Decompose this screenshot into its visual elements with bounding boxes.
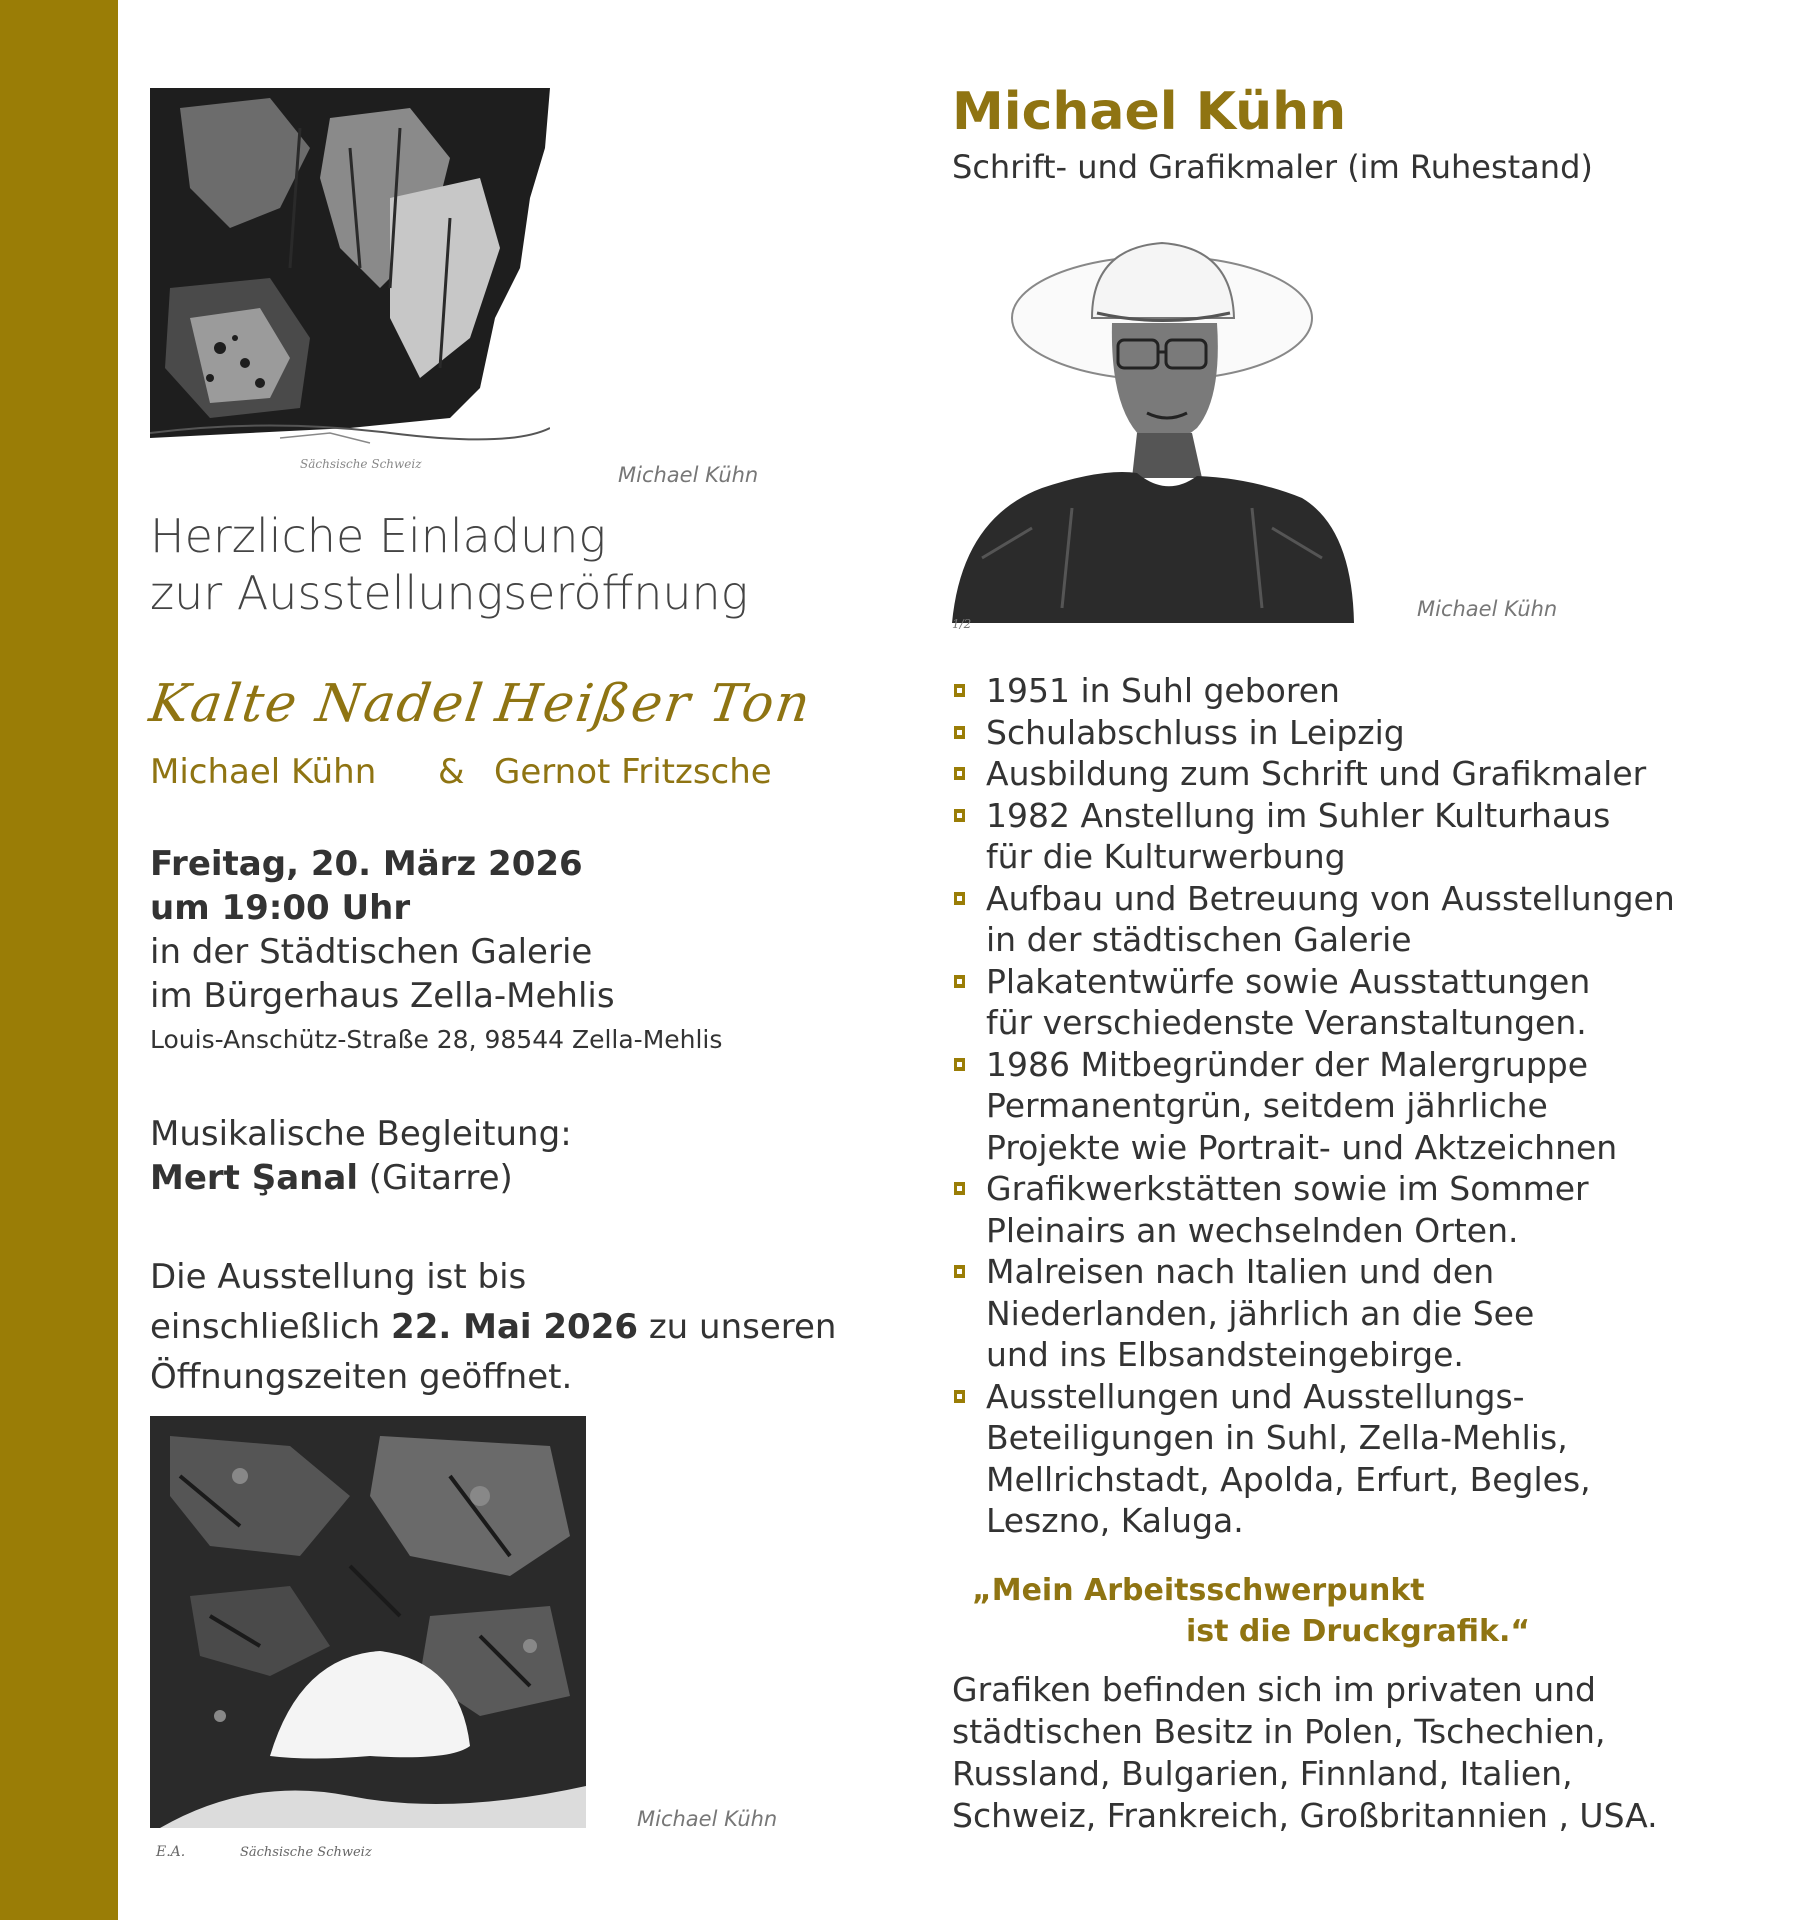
- bullet-icon: [954, 975, 965, 988]
- music-instrument: (Gitarre): [368, 1158, 513, 1198]
- rock-etching-image: [150, 88, 550, 476]
- music-section: [150, 1112, 572, 1200]
- bullet-icon: [954, 809, 965, 822]
- bio-item-text: Aufbau und Betreuung von Ausstellungen in der städtischen Galerie: [986, 878, 1675, 959]
- bio-item-text: 1951 in Suhl geboren: [986, 671, 1340, 710]
- bullet-icon: [954, 767, 965, 780]
- bullet-icon: [954, 1265, 965, 1278]
- duration-suffix: zu unseren: [648, 1307, 837, 1347]
- event-venue-line-2: im Bürgerhaus Zella-Mehlis: [150, 976, 615, 1016]
- bio-item-text: 1986 Mitbegründer der Malergruppe Permanentgrün, seitdem jährliche Projekte wie Portrait- und Aktzeichnen: [986, 1044, 1618, 1167]
- bio-item-text: Ausstellungen und Ausstellungs- Beteiligungen in Suhl, Zella-Mehlis, Mellrichstadt, Apolda, Erfurt, Begles, Leszno, Kaluga.: [986, 1376, 1591, 1540]
- artist-gernot-fritzsche: Gernot Fritzsche: [494, 752, 772, 792]
- rock-etching-credit: Michael Kühn: [618, 463, 759, 487]
- event-address: Louis-Anschütz-Straße 28, 98544 Zella-Mehlis: [150, 1025, 723, 1054]
- event-venue-line-1: in der Städtischen Galerie: [150, 932, 593, 972]
- collections-paragraph: Grafiken befinden sich im privaten und städtischen Besitz in Polen, Tschechien, Russland, Bulgarien, Finnland, Italien, Schweiz, Frankreich, Großbritannien , USA.: [952, 1670, 1658, 1835]
- bio-item: [952, 961, 1675, 1044]
- bio-item: [952, 712, 1675, 754]
- bio-item-text: Ausbildung zum Schrift und Grafikmaler: [986, 754, 1647, 793]
- invitation-heading: [150, 508, 748, 622]
- bio-item: [952, 1376, 1675, 1542]
- gold-sidebar-band: [0, 0, 118, 1920]
- duration-line-3: Öffnungszeiten geöffnet.: [150, 1357, 573, 1397]
- bio-item: [952, 1251, 1675, 1376]
- heading-line-2: zur Ausstellungseröffnung: [150, 566, 749, 620]
- duration-end-date: 22. Mai 2026: [391, 1307, 639, 1347]
- bullet-icon: [954, 1390, 965, 1403]
- bullet-icon: [954, 726, 965, 739]
- arch-etching-credit: Michael Kühn: [637, 1807, 778, 1831]
- quote-line-2: ist die Druckgrafik.“: [1186, 1614, 1531, 1649]
- bio-item-text: 1982 Anstellung im Suhler Kulturhaus für die Kulturwerbung: [986, 795, 1611, 876]
- bio-item-text: Grafikwerkstätten sowie im Sommer Pleinairs an wechselnden Orten.: [986, 1169, 1589, 1250]
- portrait-etching-image: [952, 228, 1372, 630]
- heading-line-1: Herzliche Einladung: [150, 509, 606, 563]
- bio-item: [952, 753, 1675, 795]
- exhibition-duration: [150, 1252, 836, 1402]
- bio-item: [952, 670, 1675, 712]
- profile-subtitle: Schrift- und Grafikmaler (im Ruhestand): [952, 148, 1593, 186]
- artist-ampersand: &: [438, 752, 465, 792]
- script-title-heisser-ton: Heißer Ton: [491, 674, 816, 734]
- bio-item: [952, 1044, 1675, 1169]
- music-performer: Mert Şanal: [150, 1158, 358, 1198]
- duration-line-1: Die Ausstellung ist bis: [150, 1257, 527, 1297]
- bio-item-text: Malreisen nach Italien und den Niederlanden, jährlich an die See und ins Elbsandsteingebirge.: [986, 1252, 1535, 1374]
- bullet-icon: [954, 1058, 965, 1071]
- rock-etching-inscription: Sächsische Schweiz: [300, 457, 422, 471]
- event-date: Freitag, 20. März 2026: [150, 844, 583, 884]
- biography-list: [952, 670, 1675, 1542]
- bio-item-text: Schulabschluss in Leipzig: [986, 712, 1405, 752]
- portrait-credit: Michael Kühn: [1417, 597, 1558, 621]
- script-title-kalte-nadel: Kalte Nadel: [145, 674, 489, 734]
- bullet-icon: [954, 1182, 965, 1195]
- bio-item: [952, 1168, 1675, 1251]
- arch-etching-image: [150, 1416, 586, 1868]
- arch-etching-inscription: Sächsische Schweiz: [240, 1845, 372, 1860]
- portrait-edition: 1/2: [952, 617, 972, 630]
- event-details: [150, 842, 722, 1062]
- arch-etching-edition: E.A.: [156, 1844, 186, 1860]
- quote-line-1: „Mein Arbeitsschwerpunkt: [972, 1573, 1425, 1608]
- bio-item: [952, 795, 1675, 878]
- event-time: um 19:00 Uhr: [150, 888, 411, 928]
- duration-prefix: einschließlich: [150, 1307, 381, 1347]
- artist-michael-kuehn: Michael Kühn: [150, 752, 377, 792]
- profile-name: Michael Kühn: [952, 82, 1347, 142]
- bio-item: [952, 878, 1675, 961]
- music-label: Musikalische Begleitung:: [150, 1114, 572, 1154]
- bullet-icon: [954, 684, 965, 697]
- bullet-icon: [954, 892, 965, 905]
- bio-item-text: Plakatentwürfe sowie Ausstattungen für verschiedenste Veranstaltungen.: [986, 961, 1591, 1042]
